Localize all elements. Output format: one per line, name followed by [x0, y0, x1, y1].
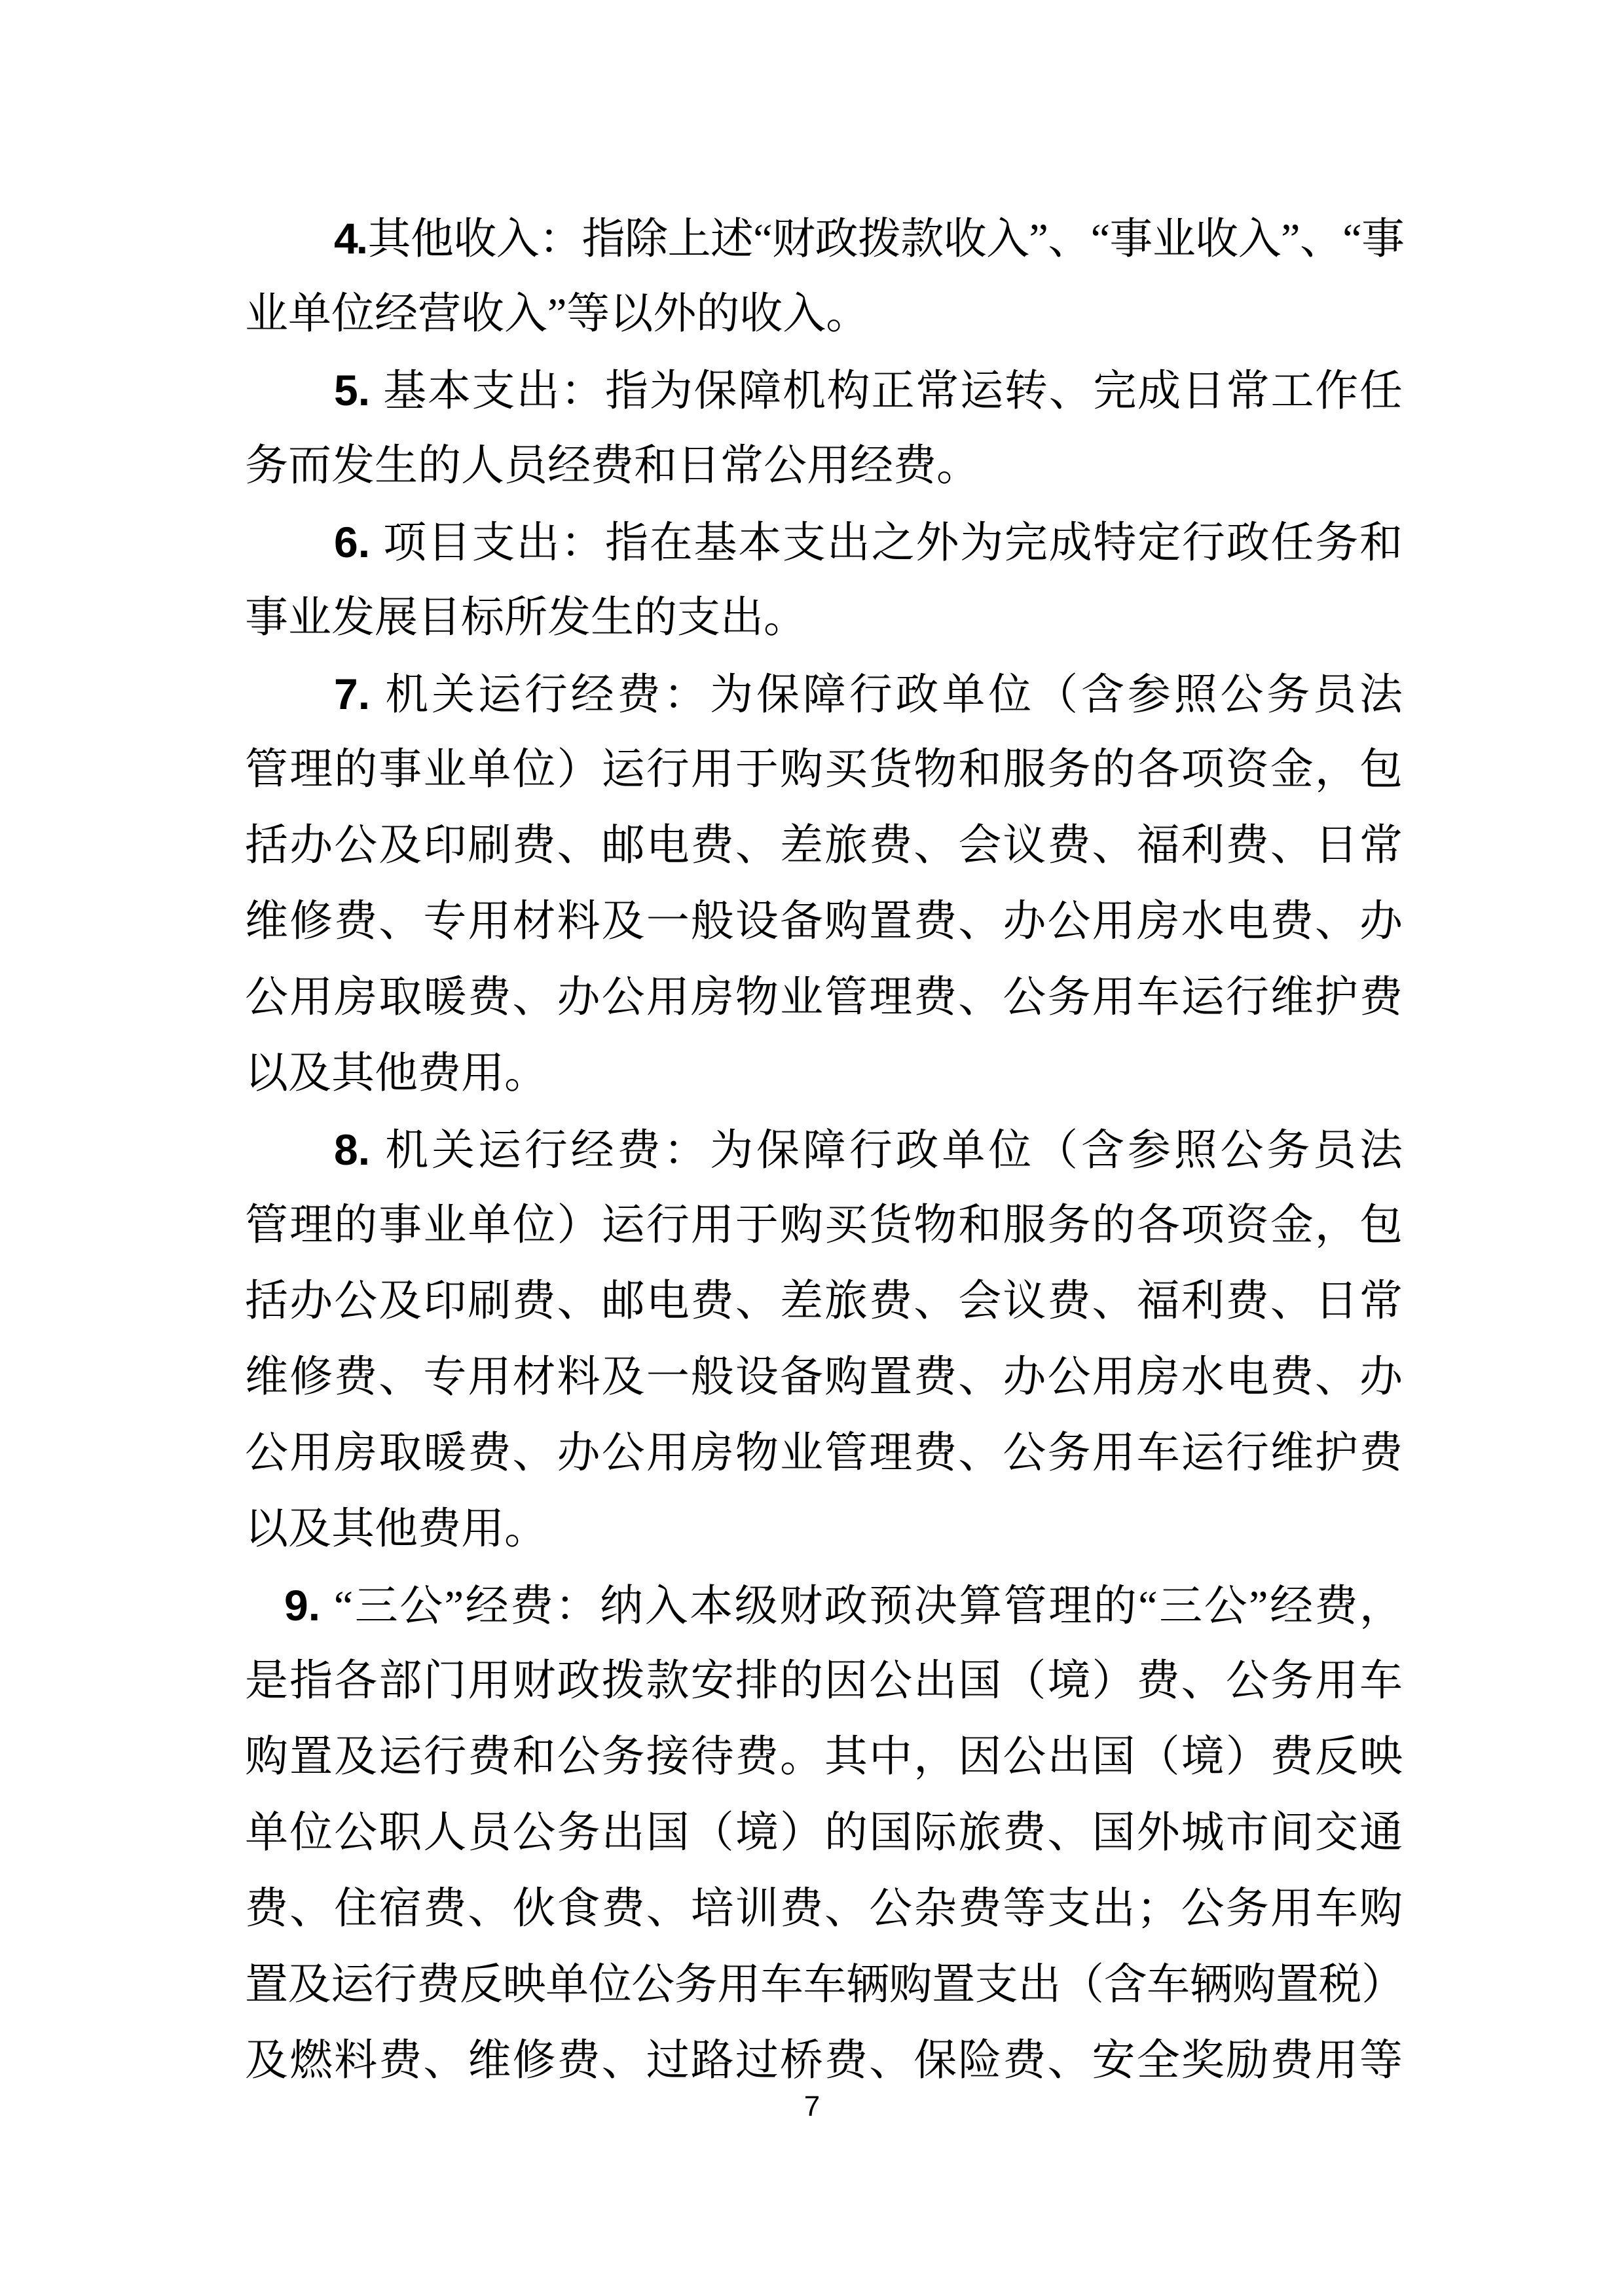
- line-text: 管理的事业单位）运行用于购买货物和服务的各项资金，包: [245, 1201, 1403, 1249]
- line-text: 费、住宿费、伙食费、培训费、公杂费等支出；公务用车购: [245, 1885, 1403, 1933]
- text-line-8: [245, 732, 1403, 808]
- line-text: “三公”经费：纳入本级财政预决算管理的“三公”经费，: [333, 1582, 1403, 1630]
- item-6-number: 6.: [334, 518, 384, 566]
- text-line-10: [245, 884, 1403, 960]
- text-line-1: [245, 200, 1403, 276]
- text-line-12: [245, 1036, 1403, 1112]
- text-line-15: [245, 1264, 1403, 1339]
- text-line-4: [245, 428, 1403, 504]
- line-text: 其他收入：指除上述“财政拨款收入”、“事业收入”、“事: [366, 215, 1403, 263]
- line-text: 括办公及印刷费、邮电费、差旅费、会议费、福利费、日常: [245, 822, 1403, 869]
- page-number: 7: [803, 2090, 821, 2123]
- line-text: 单位公职人员公务出国（境）的国际旅费、国外城市间交通: [245, 1809, 1403, 1857]
- text-line-16: [245, 1339, 1403, 1415]
- line-text: 管理的事业单位）运行用于购买货物和服务的各项资金，包: [245, 746, 1403, 793]
- text-line-23: [245, 1871, 1403, 1947]
- line-text: 置及运行费反映单位公务用车车辆购置支出（含车辆购置税）: [245, 1961, 1403, 2009]
- line-text: 以及其他费用。: [245, 1049, 547, 1097]
- line-text: 及燃料费、维修费、过路过桥费、保险费、安全奖励费用等: [245, 2037, 1403, 2085]
- text-line-5: [245, 504, 1403, 580]
- text-line-3: [245, 352, 1403, 428]
- text-line-11: [245, 960, 1403, 1036]
- line-text: 基本支出：指为保障机构正常运转、完成日常工作任: [383, 367, 1403, 415]
- text-line-18: [245, 1491, 1403, 1567]
- text-line-22: [245, 1795, 1403, 1871]
- line-text: 务而发生的人员经费和日常公用经费。: [245, 442, 980, 490]
- document-body: [245, 200, 1403, 2099]
- line-text: 机关运行经费：为保障行政单位（含参照公务员法: [385, 1127, 1403, 1175]
- line-text: 事业发展目标所发生的支出。: [245, 594, 807, 642]
- text-line-13: [245, 1112, 1403, 1188]
- line-text: 维修费、专用材料及一般设备购置费、办公用房水电费、办: [245, 1353, 1403, 1401]
- line-text: 是指各部门用财政拨款安排的因公出国（境）费、公务用车: [245, 1657, 1403, 1705]
- line-text: 机关运行经费：为保障行政单位（含参照公务员法: [385, 671, 1403, 719]
- line-text: 购置及运行费和公务接待费。其中，因公出国（境）费反映: [245, 1733, 1403, 1781]
- item-8-number: 8.: [334, 1125, 386, 1174]
- line-text: 业单位经营收入”等以外的收入。: [245, 290, 870, 338]
- text-line-24: [245, 1947, 1403, 2023]
- line-text: 公用房取暖费、办公用房物业管理费、公务用车运行维护费: [245, 1429, 1403, 1477]
- item-7-number: 7.: [334, 670, 386, 718]
- text-line-25: [245, 2023, 1403, 2099]
- text-line-6: [245, 580, 1403, 656]
- text-line-14: [245, 1188, 1403, 1264]
- line-text: 项目支出：指在基本支出之外为完成特定行政任务和: [383, 519, 1403, 567]
- item-5-number: 5.: [334, 366, 384, 414]
- line-text: 公用房取暖费、办公用房物业管理费、公务用车运行维护费: [245, 974, 1403, 1021]
- item-4-number: 4.: [334, 214, 367, 263]
- text-line-20: [245, 1643, 1403, 1719]
- item-9-number: 9.: [284, 1581, 334, 1630]
- text-line-9: [245, 808, 1403, 884]
- text-line-2: [245, 276, 1403, 352]
- text-line-21: [245, 1719, 1403, 1795]
- text-line-19: [245, 1567, 1403, 1643]
- line-text: 括办公及印刷费、邮电费、差旅费、会议费、福利费、日常: [245, 1277, 1403, 1325]
- line-text: 以及其他费用。: [245, 1505, 547, 1553]
- text-line-7: [245, 656, 1403, 732]
- text-line-17: [245, 1415, 1403, 1491]
- line-text: 维修费、专用材料及一般设备购置费、办公用房水电费、办: [245, 898, 1403, 945]
